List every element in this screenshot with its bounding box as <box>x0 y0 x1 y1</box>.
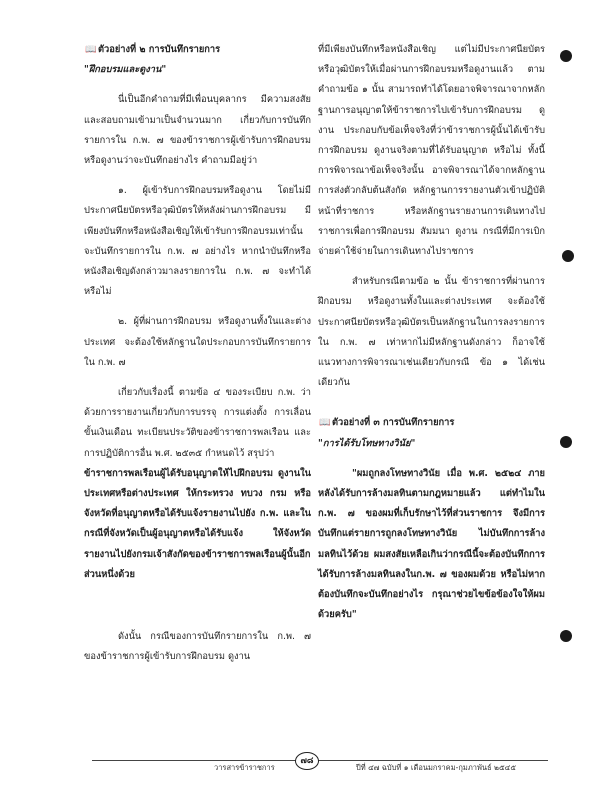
reader-question-quote: "ผมถูกลงโทษทางวินัย เมื่อ พ.ศ. ๒๕๒๔ ภายหลังได้รับการล้างมลทินตามกฎหมายแล้ว แต่ทำไมใน ก.พ. ๗ ของผมที่เก็บรักษาไว้ที่ส่วนราชการ จึงมีการบันทึกแต่รายการถูกลงโทษทางวินัย ไม่บันทึกการล้างมลทินไว้ด้วย ผมสงสัยเหลือเกินว่ากรณีนี้จะต้องบันทึกการได้รับการล้างมลทินลงในก.พ. ๗ ของผมด้วย หรือไม่หากต้องบันทึกจะบันทึกอย่างไร กรุณาช่วยไขข้อข้องใจให้ผมด้วยครับ" <box>318 467 545 621</box>
binder-hole <box>560 50 572 62</box>
journal-name: วารสารข้าราชการ <box>214 763 275 772</box>
footer-rule <box>92 760 548 761</box>
left-column <box>84 40 311 667</box>
page-number: ๗๘ <box>295 752 319 770</box>
issue-info: ปีที่ ๔๗ ฉบับที่ ๑ เดือนมกราคม-กุมภาพันธ์ ๒๕๔๕ <box>356 763 516 772</box>
right-column <box>318 40 545 625</box>
open-book-icon: 📖 <box>85 44 97 55</box>
binder-hole <box>560 630 572 642</box>
example-2-title: "ฝึกอบรมและดูงาน" <box>84 64 167 76</box>
body-paragraph: ๒. ผู้ที่ผ่านการฝึกอบรม หรือดูงานทั้งในและต่างประเทศ จะต้องใช้หลักฐานใดประกอบการบันทึกรายการใน ก.พ. ๗ <box>84 316 311 368</box>
body-paragraph: ๑. ผู้เข้ารับการฝึกอบรมหรือดูงาน โดยไม่มีประกาศนียบัตรหรือวุฒิบัตรให้หลังผ่านการฝึกอบรม มีเพียงบันทึกหรือหนังสือเชิญให้เข้ารับการฝึกอบรมเท่านั้น จะบันทึกรายการใน ก.พ. ๗ อย่างไร หากนำบันทึกหรือหนังสือเชิญดังกล่าวมาลงรายการใน ก.พ. ๗ จะทำได้ หรือไม่ <box>84 185 311 298</box>
example-3-heading: 📖ตัวอย่างที่ ๓ การบันทึกรายการ <box>318 413 545 433</box>
body-paragraph: ดังนั้น กรณีของการบันทึกรายการใน ก.พ. ๗ ของข้าราชการผู้เข้ารับการฝึกอบรม ดูงาน <box>84 631 311 663</box>
regulation-excerpt: ข้าราชการพลเรือนผู้ได้รับอนุญาตให้ไปฝึกอบรม ดูงานในประเทศหรือต่างประเทศ ให้กระทรวง ทบวง กรม หรือจังหวัดที่อนุญาตหรือได้รับแจ้งรายงานไปยัง ก.พ. และในกรณีที่จังหวัดเป็นผู้อนุญาตหรือได้รับแจ้ง ให้จังหวัดรายงานไปยังกรมเจ้าสังกัดของข้าราชการพลเรือนผู้นั้นอีกส่วนหนึ่งด้วย <box>84 467 311 580</box>
body-paragraph: นี่เป็นอีกคำถามที่มีเพื่อนบุคลากร มีความสงสัยและสอบถามเข้ามาเป็นจำนวนมาก เกี่ยวกับการบันทึกรายการใน ก.พ. ๗ ของข้าราชการผู้เข้ารับการฝึกอบรม หรือดูงานว่าจะบันทึกอย่างไร คำถามมีอยู่ว่า <box>84 94 311 167</box>
example-3-title: "การได้รับโทษทางวินัย" <box>318 437 416 449</box>
binder-hole <box>562 250 574 262</box>
binder-hole <box>560 436 572 448</box>
example-2-heading: 📖ตัวอย่างที่ ๒ การบันทึกรายการ <box>84 40 311 60</box>
body-paragraph: ที่มีเพียงบันทึกหรือหนังสือเชิญ แต่ไม่มีประกาศนียบัตรหรือวุฒิบัตรให้เมื่อผ่านการฝึกอบรมหรือดูงานแล้ว ตามคำถามข้อ ๑ นั้น สามารถทำได้โดยอาจพิจารณาจากหลักฐานการอนุญาตให้ข้าราชการไปเข้ารับการฝึกอบรม ดูงาน ประกอบกับข้อเท็จจริงที่ว่าข้าราชการผู้นั้นได้เข้ารับการฝึกอบรม ดูงานจริงตามที่ได้รับอนุญาต หรือไม่ ทั้งนี้ การพิจารณาข้อเท็จจริงนั้น อาจพิจารณาได้จากหลักฐานการส่งตัวกลับต้นสังกัด หลักฐานการรายงานตัวเข้าปฏิบัติหน้าที่ราชการ หรือหลักฐานรายงานการเดินทางไปราชการเพื่อการฝึกอบรม สัมมนา ดูงาน กรณีที่มีการเบิกจ่ายค่าใช้จ่ายในการเดินทางไปราชการ <box>318 44 545 258</box>
body-paragraph: สำหรับกรณีตามข้อ ๒ นั้น ข้าราชการที่ผ่านการฝึกอบรม หรือดูงานทั้งในและต่างประเทศ จะต้องใช้ประกาศนียบัตรหรือวุฒิบัตรเป็นหลักฐานในการลงรายการใน ก.พ. ๗ เท่าหากไม่มีหลักฐานดังกล่าว ก็อาจใช้แนวทางการพิจารณาเช่นเดียวกับกรณี ข้อ ๑ ได้เช่นเดียวกัน <box>318 276 545 389</box>
open-book-icon: 📖 <box>319 417 331 429</box>
body-paragraph: เกี่ยวกับเรื่องนี้ ตามข้อ ๔ ของระเบียบ ก.พ. ว่าด้วยการรายงานเกี่ยวกับการบรรจุ การแต่งตั้ง การเลื่อนขั้นเงินเดือน ทะเบียนประวัติของข้าราชการพลเรือน และการปฏิบัติการอื่น พ.ศ. ๒๕๓๕ กำหนดไว้ สรุปว่า <box>84 387 311 459</box>
